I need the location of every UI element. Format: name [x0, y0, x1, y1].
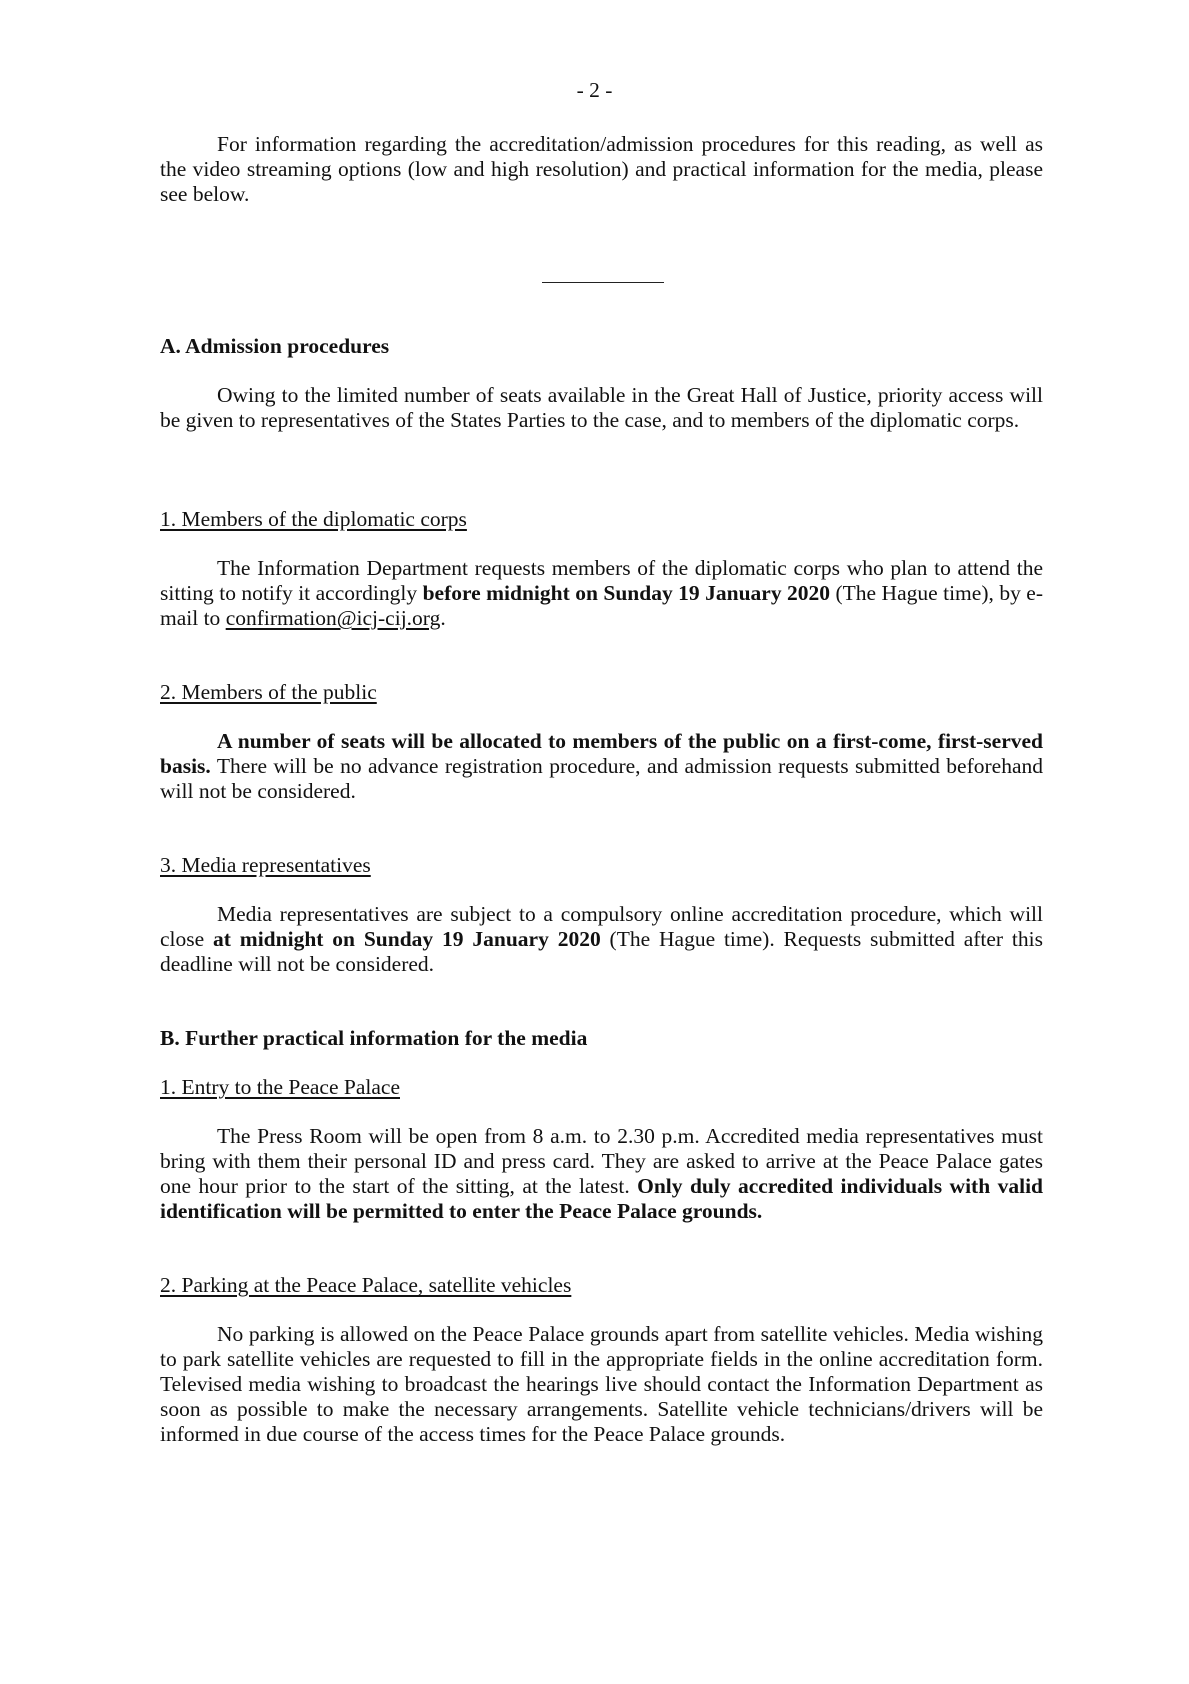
media-representatives-paragraph: [160, 902, 1043, 977]
section-divider: [542, 282, 664, 283]
media-deadline: at midnight on Sunday 19 January 2020: [213, 927, 601, 951]
media-representatives-heading: 3. Media representatives: [160, 853, 371, 877]
section-b-heading: B. Further practical information for the media: [160, 1026, 588, 1050]
page-number: - 2 -: [576, 78, 613, 102]
diplomatic-corps-heading: 1. Members of the diplomatic corps: [160, 507, 467, 531]
parking-heading: 2. Parking at the Peace Palace, satellite vehicles: [160, 1273, 572, 1297]
section-a-heading: A. Admission procedures: [160, 334, 390, 358]
diplomatic-corps-text-3: .: [440, 606, 446, 630]
entry-text-1: The Press Room will be open from 8 a.m. to 2.30 p.m. Accredited media representatives must bring with them their personal ID and press card. They are asked to arrive at the Peace Palace gates one hour prior to the start of the sitting, at the latest.: [160, 1124, 1043, 1198]
public-paragraph: [160, 729, 1043, 804]
diplomatic-corps-text-1: The Information Department requests members of the diplomatic corps who plan to attend the sitting to notify it accordingly: [160, 556, 1043, 605]
public-heading: 2. Members of the public: [160, 680, 377, 704]
parking-paragraph: No parking is allowed on the Peace Palace grounds apart from satellite vehicles. Media wishing to park satellite vehicles are requested to fill in the appropriate fields in the online accreditation form. Televised media wishing to broadcast the hearings live should contact the Information Department as soon as possible to make the necessary arrangements. Satellite vehicle technicians/drivers will be informed in due course of the access times for the Peace Palace grounds.: [160, 1322, 1043, 1446]
public-text-1: There will be no advance registration procedure, and admission requests submitted beforehand will not be considered.: [160, 754, 1043, 803]
peace-palace-entry-paragraph: [160, 1124, 1043, 1224]
entry-accreditation-notice: Only duly accredited individuals with valid identification will be permitted to enter the Peace Palace grounds.: [160, 1174, 1043, 1223]
media-text-2: (The Hague time). Requests submitted after this deadline will not be considered.: [160, 927, 1043, 976]
public-seats-notice: A number of seats will be allocated to members of the public on a first-come, first-served basis.: [160, 729, 1043, 778]
media-text-1: Media representatives are subject to a compulsory online accreditation procedure, which will close: [160, 902, 1043, 951]
peace-palace-entry-heading: 1. Entry to the Peace Palace: [160, 1075, 400, 1099]
confirmation-email-link[interactable]: confirmation@icj-cij.org: [225, 606, 441, 630]
intro-paragraph: For information regarding the accreditation/admission procedures for this reading, as well as the video streaming options (low and high resolution) and practical information for the media, please see below.: [160, 132, 1043, 206]
section-a-intro-paragraph: Owing to the limited number of seats available in the Great Hall of Justice, priority access will be given to representatives of the States Parties to the case, and to members of the diplomatic corps.: [160, 383, 1043, 432]
diplomatic-corps-deadline: before midnight on Sunday 19 January 2020: [422, 581, 831, 605]
diplomatic-corps-paragraph: [160, 556, 1043, 631]
diplomatic-corps-text-2: (The Hague time), by e-mail to: [160, 581, 1043, 630]
